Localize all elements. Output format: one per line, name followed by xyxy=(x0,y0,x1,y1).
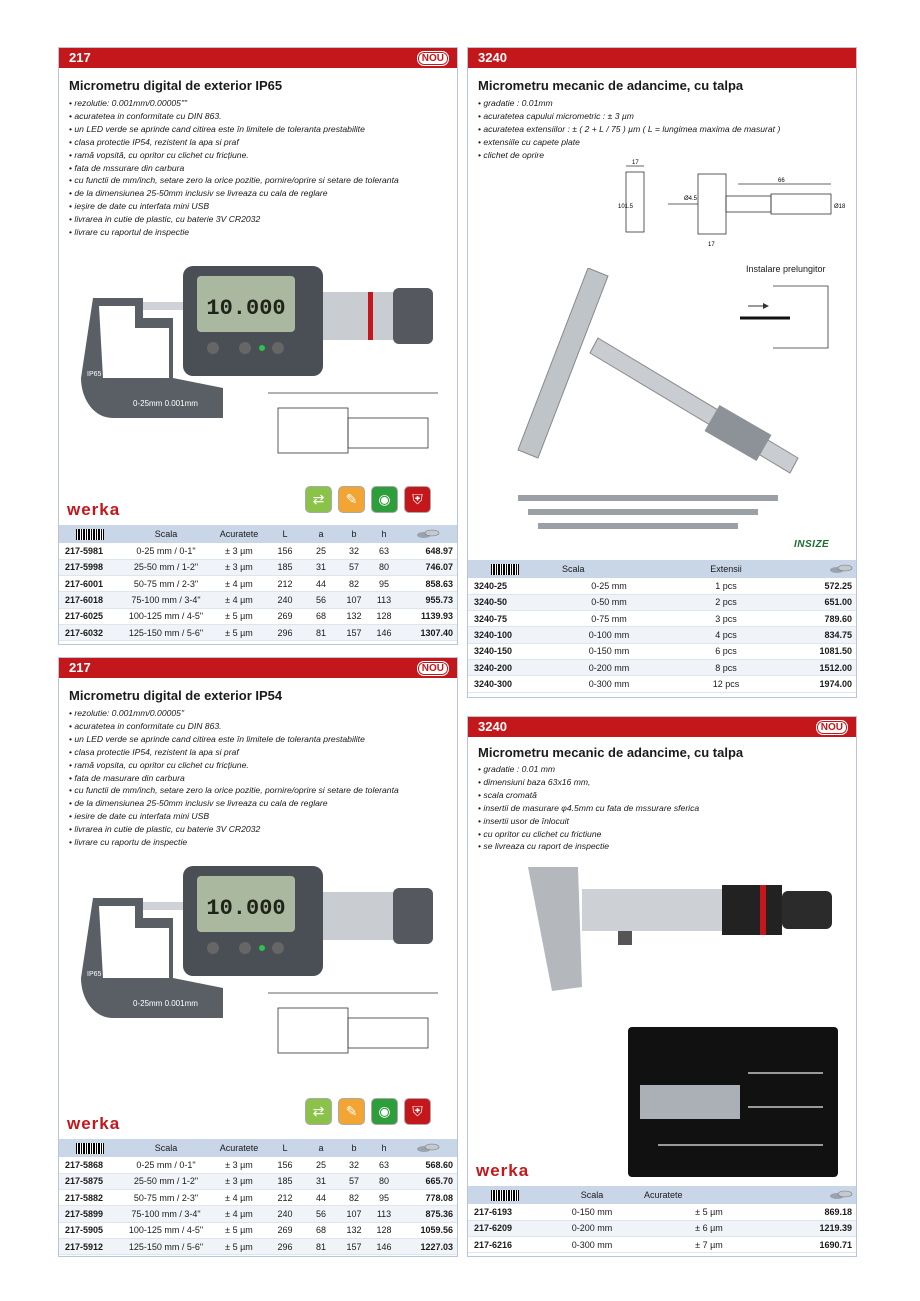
table-cell: 0-25 mm / 0-1" xyxy=(121,1157,211,1173)
table-cell: 12 pcs xyxy=(676,676,776,692)
table-cell: 132 xyxy=(339,608,369,624)
table-cell: ± 5 µm xyxy=(211,624,267,640)
table-cell: 68 xyxy=(303,1222,339,1238)
product-title: Micrometru mecanic de adancime, cu talpa xyxy=(478,78,744,93)
price-table xyxy=(468,560,856,693)
depth-micrometer-image xyxy=(528,867,848,1007)
product-panel-217-ip54 xyxy=(58,657,458,1257)
brand-logo: werka xyxy=(476,1161,530,1180)
table-cell: 217-6216 xyxy=(468,1237,542,1253)
table-header-row xyxy=(59,525,457,543)
table-cell: 217-5998 xyxy=(59,559,121,575)
feature-list xyxy=(478,97,780,162)
column-header: h xyxy=(369,1139,399,1157)
table-cell: 869.18 xyxy=(776,1204,856,1220)
table-row xyxy=(468,627,856,643)
table-cell: 217-6001 xyxy=(59,576,121,592)
feature-list xyxy=(478,763,699,853)
new-badge: NOU xyxy=(816,720,848,735)
table-row xyxy=(468,1237,856,1253)
feature-item: • ramă vopsita, cu opritor cu clichet cu fricțiune. xyxy=(69,759,399,772)
feature-item: • gradatie : 0.01 mm xyxy=(478,763,699,776)
table-cell: 217-6032 xyxy=(59,624,121,640)
table-cell: 665.70 xyxy=(399,1173,457,1189)
depth-micrometer-image xyxy=(498,268,828,548)
price-table xyxy=(59,525,457,641)
table-row xyxy=(468,1204,856,1220)
mm-inch-icon: ⇄ xyxy=(305,1098,332,1125)
table-cell: 3240-75 xyxy=(468,611,542,627)
frame-label: 0-25mm 0.001mm xyxy=(133,399,198,408)
feature-item: • de la dimensiunea 25-50mm inclusiv se livreaza cu cala de reglare xyxy=(69,797,399,810)
table-cell: 57 xyxy=(339,1173,369,1189)
lcd-readout: 10.000 xyxy=(206,896,286,921)
table-cell: 217-5882 xyxy=(59,1190,121,1206)
table-cell: 240 xyxy=(267,1206,303,1222)
feature-icons xyxy=(305,1098,431,1125)
table-cell: 25 xyxy=(303,1157,339,1173)
table-cell: 44 xyxy=(303,576,339,592)
table-cell: 25-50 mm / 1-2" xyxy=(121,559,211,575)
table-cell: 68 xyxy=(303,608,339,624)
table-cell: 212 xyxy=(267,1190,303,1206)
column-header: Scala xyxy=(542,560,676,578)
dimension-label: 17 xyxy=(708,242,715,248)
table-cell: 217-5981 xyxy=(59,543,121,559)
table-cell: 113 xyxy=(369,592,399,608)
table-cell: 56 xyxy=(303,1206,339,1222)
table-cell: ± 3 µm xyxy=(211,543,267,559)
barcode-icon xyxy=(468,560,542,578)
table-header-row xyxy=(59,1139,457,1157)
digital-micrometer-image xyxy=(73,258,453,478)
table-cell: 217-6209 xyxy=(468,1220,542,1236)
table-cell: 778.08 xyxy=(399,1190,457,1206)
table-cell: 1227.03 xyxy=(399,1238,457,1254)
feature-item: • gradatie : 0.01mm xyxy=(478,97,780,110)
table-cell: 0-200 mm xyxy=(542,1220,642,1236)
table-cell: 3 pcs xyxy=(676,611,776,627)
table-cell: 80 xyxy=(369,559,399,575)
table-cell: 63 xyxy=(369,1157,399,1173)
led-indicator-icon: ◉ xyxy=(371,1098,398,1125)
table-cell: 0-75 mm xyxy=(542,611,676,627)
product-code: 3240 xyxy=(478,719,507,734)
column-header: Extensii xyxy=(676,560,776,578)
barcode-icon xyxy=(59,525,121,543)
table-cell: 875.36 xyxy=(399,1206,457,1222)
dimension-label: 66 xyxy=(778,178,785,184)
table-cell: 217-6193 xyxy=(468,1204,542,1220)
product-panel-3240-depth xyxy=(467,47,857,698)
table-row xyxy=(468,676,856,692)
table-cell: 128 xyxy=(369,608,399,624)
table-cell: 32 xyxy=(339,1157,369,1173)
product-code: 3240 xyxy=(478,50,507,65)
table-header-row xyxy=(468,1186,856,1204)
inspection-report-icon: ✎ xyxy=(338,486,365,513)
column-header: a xyxy=(303,525,339,543)
dimension-label: Ø18 xyxy=(834,204,846,210)
table-cell: 1059.56 xyxy=(399,1222,457,1238)
column-header: Acuratete xyxy=(211,1139,267,1157)
feature-item: • livrare cu raportul de inspectie xyxy=(69,226,399,239)
panel-header xyxy=(59,658,457,678)
price-table xyxy=(59,1139,457,1255)
table-row xyxy=(59,1173,457,1189)
column-header: h xyxy=(369,525,399,543)
column-header: L xyxy=(267,1139,303,1157)
table-cell: 3240-100 xyxy=(468,627,542,643)
column-header: Acuratete xyxy=(642,1186,776,1204)
feature-item: • livrarea in cutie de plastic, cu baterie 3V CR2032 xyxy=(69,823,399,836)
table-cell: 4 pcs xyxy=(676,627,776,643)
table-cell: 217-5905 xyxy=(59,1222,121,1238)
table-cell: 125-150 mm / 5-6" xyxy=(121,1238,211,1254)
feature-item: • extensiile cu capete plate xyxy=(478,136,780,149)
table-cell: 1 pcs xyxy=(676,578,776,594)
table-cell: 269 xyxy=(267,1222,303,1238)
table-cell: 95 xyxy=(369,1190,399,1206)
table-cell: 0-200 mm xyxy=(542,659,676,675)
lcd-readout: 10.000 xyxy=(206,296,286,321)
case-kit-image xyxy=(628,1027,838,1177)
panel-header xyxy=(59,48,457,68)
inspection-report-icon: ✎ xyxy=(338,1098,365,1125)
table-cell: 3240-25 xyxy=(468,578,542,594)
column-header: b xyxy=(339,1139,369,1157)
technical-drawing xyxy=(618,158,848,253)
feature-item: • livrarea in cutie de plastic, cu baterie 3V CR2032 xyxy=(69,213,399,226)
table-cell: 1139.93 xyxy=(399,608,457,624)
digital-micrometer-image xyxy=(73,858,453,1078)
brand-logo: werka xyxy=(67,1114,121,1133)
table-cell: 217-5868 xyxy=(59,1157,121,1173)
table-cell: 132 xyxy=(339,1222,369,1238)
table-cell: 296 xyxy=(267,1238,303,1254)
column-header: Scala xyxy=(121,525,211,543)
feature-item: • clasa protectie IP54, rezistent la apa si praf xyxy=(69,746,399,759)
table-cell: 1512.00 xyxy=(776,659,856,675)
table-header-row xyxy=(468,560,856,578)
table-cell: ± 7 µm xyxy=(642,1237,776,1253)
table-cell: ± 3 µm xyxy=(211,1157,267,1173)
table-cell: 31 xyxy=(303,1173,339,1189)
table-cell: 955.73 xyxy=(399,592,457,608)
feature-item: • insertii de masurare φ4.5mm cu fata de mssurare sferica xyxy=(478,802,699,815)
table-cell: 651.00 xyxy=(776,594,856,610)
panel-header xyxy=(468,717,856,737)
table-cell: ± 3 µm xyxy=(211,1173,267,1189)
dimension-label: 101.5 xyxy=(618,204,634,210)
feature-item: • clichet de oprire xyxy=(478,149,780,162)
feature-item: • cu functii de mm/inch, setare zero la orice pozitie, pornire/oprire si setare de toleranta xyxy=(69,784,399,797)
table-cell: 217-6025 xyxy=(59,608,121,624)
led-indicator-icon: ◉ xyxy=(371,486,398,513)
frame-label: 0-25mm 0.001mm xyxy=(133,999,198,1008)
feature-item: • cu functii de mm/inch, setare zero la orice pozitie, pornire/oprire si setare de toleranta xyxy=(69,174,399,187)
table-row xyxy=(468,578,856,594)
table-cell: 212 xyxy=(267,576,303,592)
frame-ip-label: IP65 xyxy=(87,371,102,378)
table-cell: 80 xyxy=(369,1173,399,1189)
table-cell: 25 xyxy=(303,543,339,559)
feature-item: • iesire de date cu interfata mini USB xyxy=(69,810,399,823)
table-cell: 1081.50 xyxy=(776,643,856,659)
install-extension-label: Instalare prelungitor xyxy=(746,264,826,274)
feature-item: • acuratetea in conformitate cu DIN 863. xyxy=(69,720,399,733)
table-cell: ± 4 µm xyxy=(211,592,267,608)
product-title: Micrometru mecanic de adancime, cu talpa xyxy=(478,745,744,760)
table-cell: 81 xyxy=(303,1238,339,1254)
feature-item: • un LED verde se aprinde cand citirea este în limitele de toleranta prestabilite xyxy=(69,733,399,746)
table-cell: 156 xyxy=(267,1157,303,1173)
table-cell: 3240-150 xyxy=(468,643,542,659)
product-title: Micrometru digital de exterior IP65 xyxy=(69,78,283,93)
coins-icon xyxy=(399,1139,457,1157)
product-panel-3240-depth-werka xyxy=(467,716,857,1257)
table-cell: 217-5912 xyxy=(59,1238,121,1254)
table-cell: 0-25 mm / 0-1" xyxy=(121,543,211,559)
coins-icon xyxy=(399,525,457,543)
table-cell: 0-100 mm xyxy=(542,627,676,643)
table-cell: 217-5899 xyxy=(59,1206,121,1222)
table-cell: 217-5875 xyxy=(59,1173,121,1189)
table-cell: 125-150 mm / 5-6" xyxy=(121,624,211,640)
feature-item: • acuratetea extensiilor : ± ( 2 + L / 75 ) µm ( L = lungimea maxima de masurat ) xyxy=(478,123,780,136)
feature-item: • fata de mssurare din carbura xyxy=(69,162,399,175)
table-cell: 50-75 mm / 2-3" xyxy=(121,1190,211,1206)
feature-item: • acuratetea in conformitate cu DIN 863. xyxy=(69,110,399,123)
table-cell: 75-100 mm / 3-4" xyxy=(121,592,211,608)
barcode-icon xyxy=(468,1186,542,1204)
brand-logo: INSIZE xyxy=(794,539,830,550)
table-cell: 834.75 xyxy=(776,627,856,643)
panel-header xyxy=(468,48,856,68)
table-cell: 1307.40 xyxy=(399,624,457,640)
dimension-label: Ø4.5 xyxy=(684,196,698,202)
table-row xyxy=(468,611,856,627)
feature-item: • un LED verde se aprinde cand citirea este în limitele de toleranta prestabilite xyxy=(69,123,399,136)
table-cell: 56 xyxy=(303,592,339,608)
table-row xyxy=(59,624,457,640)
table-row xyxy=(59,1190,457,1206)
column-header: a xyxy=(303,1139,339,1157)
coins-icon xyxy=(776,1186,856,1204)
feature-list xyxy=(69,97,399,239)
table-cell: 157 xyxy=(339,624,369,640)
table-cell: 1219.39 xyxy=(776,1220,856,1236)
table-row xyxy=(59,576,457,592)
table-cell: ± 4 µm xyxy=(211,1206,267,1222)
table-cell: 572.25 xyxy=(776,578,856,594)
feature-item: • clasa protectie IP54, rezistent la apa si praf xyxy=(69,136,399,149)
table-cell: 32 xyxy=(339,543,369,559)
feature-list xyxy=(69,707,399,849)
table-cell: 3240-50 xyxy=(468,594,542,610)
table-cell: ± 4 µm xyxy=(211,1190,267,1206)
table-row xyxy=(468,1220,856,1236)
table-cell: 156 xyxy=(267,543,303,559)
table-cell: 81 xyxy=(303,624,339,640)
feature-item: • rezolutie: 0.001mm/0.00005" xyxy=(69,707,399,720)
feature-item: • dimensiuni baza 63x16 mm, xyxy=(478,776,699,789)
table-row xyxy=(59,592,457,608)
table-cell: 100-125 mm / 4-5" xyxy=(121,608,211,624)
protection-shield-icon: ⛨ xyxy=(404,1098,431,1125)
product-code: 217 xyxy=(69,50,91,65)
table-cell: ± 5 µm xyxy=(211,1222,267,1238)
feature-item: • insertii usor de înlocuit xyxy=(478,815,699,828)
table-cell: ± 6 µm xyxy=(642,1220,776,1236)
table-cell: 746.07 xyxy=(399,559,457,575)
table-cell: 107 xyxy=(339,592,369,608)
column-header: Scala xyxy=(542,1186,642,1204)
feature-item: • livrare cu raportu de inspectie xyxy=(69,836,399,849)
table-cell: 128 xyxy=(369,1222,399,1238)
table-cell: 185 xyxy=(267,559,303,575)
feature-item: • acuratetea capului micrometric : ± 3 µm xyxy=(478,110,780,123)
table-row xyxy=(59,559,457,575)
table-cell: 296 xyxy=(267,624,303,640)
table-cell: 157 xyxy=(339,1238,369,1254)
protection-shield-icon: ⛨ xyxy=(404,486,431,513)
barcode-icon xyxy=(59,1139,121,1157)
table-cell: ± 5 µm xyxy=(642,1204,776,1220)
table-row xyxy=(468,643,856,659)
product-code: 217 xyxy=(69,660,91,675)
feature-item: • de la dimensiunea 25-50mm inclusiv se livreaza cu cala de reglare xyxy=(69,187,399,200)
table-cell: 0-150 mm xyxy=(542,643,676,659)
table-cell: 0-300 mm xyxy=(542,676,676,692)
feature-item: • ieșire de date cu interfata mini USB xyxy=(69,200,399,213)
table-cell: 146 xyxy=(369,1238,399,1254)
frame-ip-label: IP65 xyxy=(87,971,102,978)
table-cell: 0-50 mm xyxy=(542,594,676,610)
table-cell: 44 xyxy=(303,1190,339,1206)
table-cell: 63 xyxy=(369,543,399,559)
table-cell: ± 3 µm xyxy=(211,559,267,575)
column-header: Acuratete xyxy=(211,525,267,543)
table-row xyxy=(59,1157,457,1173)
table-cell: 3240-200 xyxy=(468,659,542,675)
table-cell: 146 xyxy=(369,624,399,640)
table-row xyxy=(59,1238,457,1254)
mm-inch-icon: ⇄ xyxy=(305,486,332,513)
table-cell: 82 xyxy=(339,1190,369,1206)
feature-item: • ramă vopsită, cu opritor cu clichet cu fricțiune. xyxy=(69,149,399,162)
table-row xyxy=(59,608,457,624)
feature-item: • fata de masurare din carbura xyxy=(69,772,399,785)
table-cell: 3240-300 xyxy=(468,676,542,692)
table-cell: 0-150 mm xyxy=(542,1204,642,1220)
product-title: Micrometru digital de exterior IP54 xyxy=(69,688,283,703)
table-cell: 75-100 mm / 3-4" xyxy=(121,1206,211,1222)
brand-logo: werka xyxy=(67,500,121,519)
table-cell: 269 xyxy=(267,608,303,624)
table-cell: ± 5 µm xyxy=(211,1238,267,1254)
new-badge: NOU xyxy=(417,51,449,66)
table-cell: 95 xyxy=(369,576,399,592)
table-cell: ± 5 µm xyxy=(211,608,267,624)
feature-item: • rezolutie: 0.001mm/0.00005"" xyxy=(69,97,399,110)
table-cell: 25-50 mm / 1-2" xyxy=(121,1173,211,1189)
price-table xyxy=(468,1186,856,1253)
new-badge: NOU xyxy=(417,661,449,676)
table-cell: 185 xyxy=(267,1173,303,1189)
table-cell: 0-25 mm xyxy=(542,578,676,594)
table-cell: 648.97 xyxy=(399,543,457,559)
table-row xyxy=(59,543,457,559)
table-row xyxy=(468,659,856,675)
table-cell: 568.60 xyxy=(399,1157,457,1173)
table-cell: 240 xyxy=(267,592,303,608)
table-cell: 107 xyxy=(339,1206,369,1222)
table-cell: 8 pcs xyxy=(676,659,776,675)
column-header: b xyxy=(339,525,369,543)
column-header: Scala xyxy=(121,1139,211,1157)
table-row xyxy=(468,594,856,610)
table-cell: 82 xyxy=(339,576,369,592)
table-cell: 789.60 xyxy=(776,611,856,627)
table-cell: 1974.00 xyxy=(776,676,856,692)
table-cell: 6 pcs xyxy=(676,643,776,659)
column-header: L xyxy=(267,525,303,543)
feature-item: • se livreaza cu raport de inspectie xyxy=(478,840,699,853)
table-cell: 50-75 mm / 2-3" xyxy=(121,576,211,592)
table-cell: 100-125 mm / 4-5" xyxy=(121,1222,211,1238)
table-row xyxy=(59,1206,457,1222)
table-cell: ± 4 µm xyxy=(211,576,267,592)
product-panel-217-ip65 xyxy=(58,47,458,645)
table-cell: 113 xyxy=(369,1206,399,1222)
dimension-label: 17 xyxy=(632,160,639,166)
feature-item: • cu opritor cu clichet cu frictiune xyxy=(478,828,699,841)
table-cell: 57 xyxy=(339,559,369,575)
table-row xyxy=(59,1222,457,1238)
feature-item: • scala cromată xyxy=(478,789,699,802)
feature-icons xyxy=(305,486,431,513)
table-cell: 858.63 xyxy=(399,576,457,592)
table-cell: 0-300 mm xyxy=(542,1237,642,1253)
table-cell: 31 xyxy=(303,559,339,575)
table-cell: 217-6018 xyxy=(59,592,121,608)
table-cell: 1690.71 xyxy=(776,1237,856,1253)
table-cell: 2 pcs xyxy=(676,594,776,610)
coins-icon xyxy=(776,560,856,578)
